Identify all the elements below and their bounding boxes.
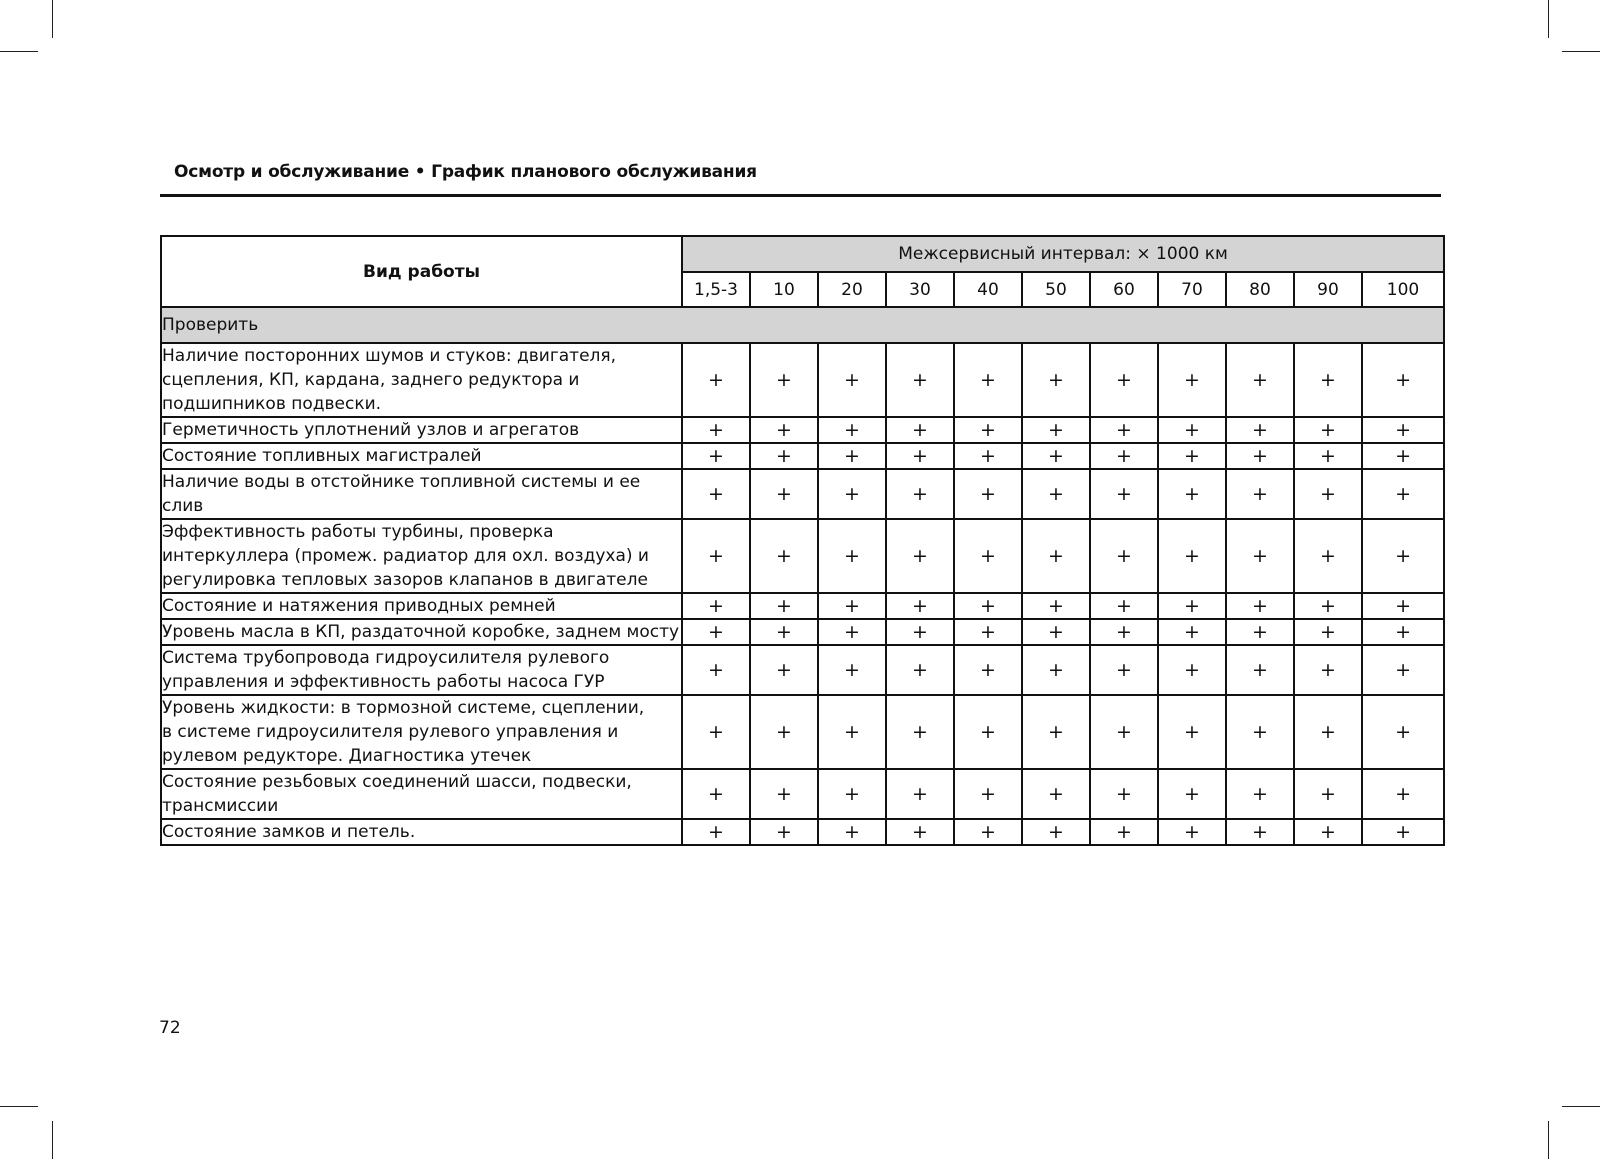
check-mark-cell: + — [1226, 819, 1294, 845]
check-mark-cell: + — [954, 769, 1022, 819]
check-mark-cell: + — [1090, 593, 1158, 619]
crop-mark-bottom-right-vertical — [1548, 1121, 1549, 1159]
check-mark-cell: + — [818, 619, 886, 645]
work-description — [161, 695, 682, 769]
check-mark-cell: + — [750, 645, 818, 695]
check-mark-cell: + — [1294, 443, 1362, 469]
check-mark-cell: + — [1022, 619, 1090, 645]
interval-cell: 30 — [886, 272, 954, 307]
work-description-line: Эффективность работы турбины, проверка — [162, 522, 554, 542]
check-mark-cell: + — [818, 519, 886, 593]
check-mark-cell: + — [1158, 695, 1226, 769]
check-mark-cell: + — [682, 645, 750, 695]
crop-mark-top-right-vertical — [1548, 0, 1549, 38]
check-mark-cell: + — [886, 519, 954, 593]
table-row — [161, 769, 1444, 819]
check-mark-cell: + — [818, 469, 886, 519]
check-mark-cell: + — [750, 469, 818, 519]
table-body — [161, 307, 1444, 845]
check-mark-cell: + — [682, 469, 750, 519]
check-mark-cell: + — [1226, 417, 1294, 443]
check-mark-cell: + — [1158, 593, 1226, 619]
check-mark-cell: + — [954, 417, 1022, 443]
check-mark-cell: + — [1362, 443, 1444, 469]
table-row — [161, 519, 1444, 593]
check-mark-cell: + — [954, 695, 1022, 769]
check-mark-cell: + — [818, 819, 886, 845]
check-mark-cell: + — [1294, 343, 1362, 417]
check-mark-cell: + — [1226, 469, 1294, 519]
crop-mark-bottom-left-horizontal — [0, 1106, 38, 1107]
check-mark-cell: + — [954, 819, 1022, 845]
check-mark-cell: + — [818, 645, 886, 695]
work-description — [161, 343, 682, 417]
check-mark-cell: + — [750, 417, 818, 443]
check-mark-cell: + — [886, 343, 954, 417]
check-mark-cell: + — [1294, 593, 1362, 619]
work-description — [161, 819, 682, 845]
work-description — [161, 769, 682, 819]
work-description-line: в системе гидроусилителя рулевого управления и — [162, 722, 619, 742]
check-mark-cell: + — [1090, 343, 1158, 417]
interval-cell: 70 — [1158, 272, 1226, 307]
check-mark-cell: + — [818, 443, 886, 469]
check-mark-cell: + — [750, 519, 818, 593]
work-description — [161, 443, 682, 469]
check-mark-cell: + — [750, 769, 818, 819]
check-mark-cell: + — [1022, 695, 1090, 769]
crop-mark-top-left-horizontal — [0, 51, 38, 52]
crop-mark-top-left-vertical — [52, 0, 53, 38]
check-mark-cell: + — [886, 443, 954, 469]
check-mark-cell: + — [954, 593, 1022, 619]
check-mark-cell: + — [1226, 443, 1294, 469]
check-mark-cell: + — [886, 469, 954, 519]
check-mark-cell: + — [954, 343, 1022, 417]
check-mark-cell: + — [1022, 819, 1090, 845]
work-description-line: Уровень жидкости: в тормозной системе, сцеплении, — [162, 698, 645, 718]
check-mark-cell: + — [886, 695, 954, 769]
check-mark-cell: + — [1294, 469, 1362, 519]
work-description-line: регулировка тепловых зазоров клапанов в двигателе — [162, 570, 648, 590]
check-mark-cell: + — [1226, 695, 1294, 769]
check-mark-cell: + — [1362, 519, 1444, 593]
check-mark-cell: + — [1090, 769, 1158, 819]
check-mark-cell: + — [1294, 769, 1362, 819]
check-mark-cell: + — [682, 769, 750, 819]
work-description-line: слив — [162, 496, 204, 516]
check-mark-cell: + — [1226, 519, 1294, 593]
check-mark-cell: + — [1158, 343, 1226, 417]
table-row — [161, 819, 1444, 845]
table-row — [161, 417, 1444, 443]
check-mark-cell: + — [1362, 593, 1444, 619]
check-mark-cell: + — [954, 443, 1022, 469]
check-mark-cell: + — [1022, 769, 1090, 819]
check-mark-cell: + — [682, 619, 750, 645]
interval-cell: 90 — [1294, 272, 1362, 307]
check-mark-cell: + — [682, 519, 750, 593]
interval-cell: 1,5-3 — [682, 272, 750, 307]
check-mark-cell: + — [1022, 417, 1090, 443]
check-mark-cell: + — [1158, 443, 1226, 469]
check-mark-cell: + — [818, 769, 886, 819]
check-mark-cell: + — [954, 645, 1022, 695]
work-description — [161, 593, 682, 619]
check-mark-cell: + — [1362, 343, 1444, 417]
check-mark-cell: + — [1090, 417, 1158, 443]
check-mark-cell: + — [1090, 819, 1158, 845]
table-row — [161, 469, 1444, 519]
check-mark-cell: + — [818, 417, 886, 443]
check-mark-cell: + — [1022, 343, 1090, 417]
work-description-line: подшипников подвески. — [162, 394, 382, 414]
check-mark-cell: + — [1158, 619, 1226, 645]
check-mark-cell: + — [1362, 417, 1444, 443]
check-mark-cell: + — [1090, 645, 1158, 695]
interval-cell: 50 — [1022, 272, 1090, 307]
check-mark-cell: + — [682, 695, 750, 769]
check-mark-cell: + — [886, 769, 954, 819]
interval-cell: 100 — [1362, 272, 1444, 307]
check-mark-cell: + — [1090, 469, 1158, 519]
interval-cell: 40 — [954, 272, 1022, 307]
work-description-line: Состояние и натяжения приводных ремней — [162, 596, 556, 616]
work-description-line: Герметичность уплотнений узлов и агрегатов — [162, 420, 580, 440]
work-description-line: управления и эффективность работы насоса ГУР — [162, 672, 605, 692]
check-mark-cell: + — [1158, 469, 1226, 519]
check-mark-cell: + — [1362, 619, 1444, 645]
check-mark-cell: + — [750, 593, 818, 619]
check-mark-cell: + — [818, 695, 886, 769]
check-mark-cell: + — [886, 417, 954, 443]
check-mark-cell: + — [1362, 819, 1444, 845]
check-mark-cell: + — [750, 695, 818, 769]
interval-cell: 20 — [818, 272, 886, 307]
work-description-line: Система трубопровода гидроусилителя рулевого — [162, 648, 610, 668]
check-mark-cell: + — [1226, 593, 1294, 619]
check-mark-cell: + — [1294, 819, 1362, 845]
work-description-line: Уровень масла в КП, раздаточной коробке, заднем мосту — [162, 622, 680, 642]
check-mark-cell: + — [1022, 593, 1090, 619]
check-mark-cell: + — [886, 819, 954, 845]
work-description — [161, 619, 682, 645]
table-row — [161, 695, 1444, 769]
work-description — [161, 519, 682, 593]
section-row — [161, 307, 1444, 343]
interval-cell: 80 — [1226, 272, 1294, 307]
check-mark-cell: + — [682, 343, 750, 417]
check-mark-cell: + — [1226, 619, 1294, 645]
check-mark-cell: + — [1362, 695, 1444, 769]
check-mark-cell: + — [954, 469, 1022, 519]
check-mark-cell: + — [1090, 695, 1158, 769]
check-mark-cell: + — [1294, 695, 1362, 769]
page-number: 72 — [159, 1018, 181, 1038]
check-mark-cell: + — [1294, 619, 1362, 645]
work-description — [161, 469, 682, 519]
check-mark-cell: + — [1294, 645, 1362, 695]
check-mark-cell: + — [750, 443, 818, 469]
check-mark-cell: + — [1362, 769, 1444, 819]
work-description-line: Наличие воды в отстойнике топливной системы и ее — [162, 472, 641, 492]
table-row — [161, 593, 1444, 619]
check-mark-cell: + — [1362, 645, 1444, 695]
check-mark-cell: + — [1226, 343, 1294, 417]
check-mark-cell: + — [1090, 619, 1158, 645]
check-mark-cell: + — [954, 619, 1022, 645]
check-mark-cell: + — [1158, 769, 1226, 819]
work-description — [161, 417, 682, 443]
check-mark-cell: + — [1022, 443, 1090, 469]
check-mark-cell: + — [1022, 469, 1090, 519]
check-mark-cell: + — [750, 819, 818, 845]
check-mark-cell: + — [1226, 645, 1294, 695]
check-mark-cell: + — [1022, 519, 1090, 593]
work-description-line: рулевом редукторе. Диагностика утечек — [162, 746, 532, 766]
table-row — [161, 343, 1444, 417]
check-mark-cell: + — [682, 443, 750, 469]
work-description-line: трансмиссии — [162, 796, 279, 816]
maintenance-schedule-table — [160, 235, 1445, 846]
check-mark-cell: + — [1022, 645, 1090, 695]
check-mark-cell: + — [1090, 519, 1158, 593]
check-mark-cell: + — [750, 619, 818, 645]
check-mark-cell: + — [750, 343, 818, 417]
check-mark-cell: + — [818, 343, 886, 417]
interval-cell: 10 — [750, 272, 818, 307]
check-mark-cell: + — [1362, 469, 1444, 519]
check-mark-cell: + — [886, 593, 954, 619]
check-mark-cell: + — [886, 645, 954, 695]
crop-mark-top-right-horizontal — [1562, 51, 1600, 52]
table-row — [161, 645, 1444, 695]
check-mark-cell: + — [1226, 769, 1294, 819]
check-mark-cell: + — [1158, 417, 1226, 443]
check-mark-cell: + — [1158, 819, 1226, 845]
work-description-line: Состояние резьбовых соединений шасси, подвески, — [162, 772, 632, 792]
check-mark-cell: + — [886, 619, 954, 645]
check-mark-cell: + — [1158, 519, 1226, 593]
check-mark-cell: + — [818, 593, 886, 619]
crop-mark-bottom-left-vertical — [52, 1121, 53, 1159]
check-mark-cell: + — [682, 819, 750, 845]
crop-mark-bottom-right-horizontal — [1562, 1106, 1600, 1107]
check-mark-cell: + — [682, 417, 750, 443]
work-type-header: Вид работы — [161, 236, 682, 307]
work-description-line: Наличие посторонних шумов и стуков: двигателя, — [162, 346, 617, 366]
check-mark-cell: + — [1158, 645, 1226, 695]
work-description-line: сцепления, КП, кардана, заднего редуктора и — [162, 370, 580, 390]
table-row — [161, 443, 1444, 469]
table-row — [161, 619, 1444, 645]
interval-cell: 60 — [1090, 272, 1158, 307]
work-description-line: Состояние замков и петель. — [162, 822, 416, 842]
check-mark-cell: + — [682, 593, 750, 619]
interval-header: Межсервисный интервал: × 1000 км — [682, 236, 1444, 272]
section-label: Проверить — [161, 307, 1444, 343]
header-rule — [160, 194, 1441, 197]
work-description-line: Состояние топливных магистралей — [162, 446, 482, 466]
check-mark-cell: + — [1090, 443, 1158, 469]
check-mark-cell: + — [1294, 519, 1362, 593]
page-header-title: Осмотр и обслуживание • График планового обслуживания — [174, 162, 757, 182]
work-description — [161, 645, 682, 695]
check-mark-cell: + — [954, 519, 1022, 593]
check-mark-cell: + — [1294, 417, 1362, 443]
work-description-line: интеркуллера (промеж. радиатор для охл. воздуха) и — [162, 546, 649, 566]
